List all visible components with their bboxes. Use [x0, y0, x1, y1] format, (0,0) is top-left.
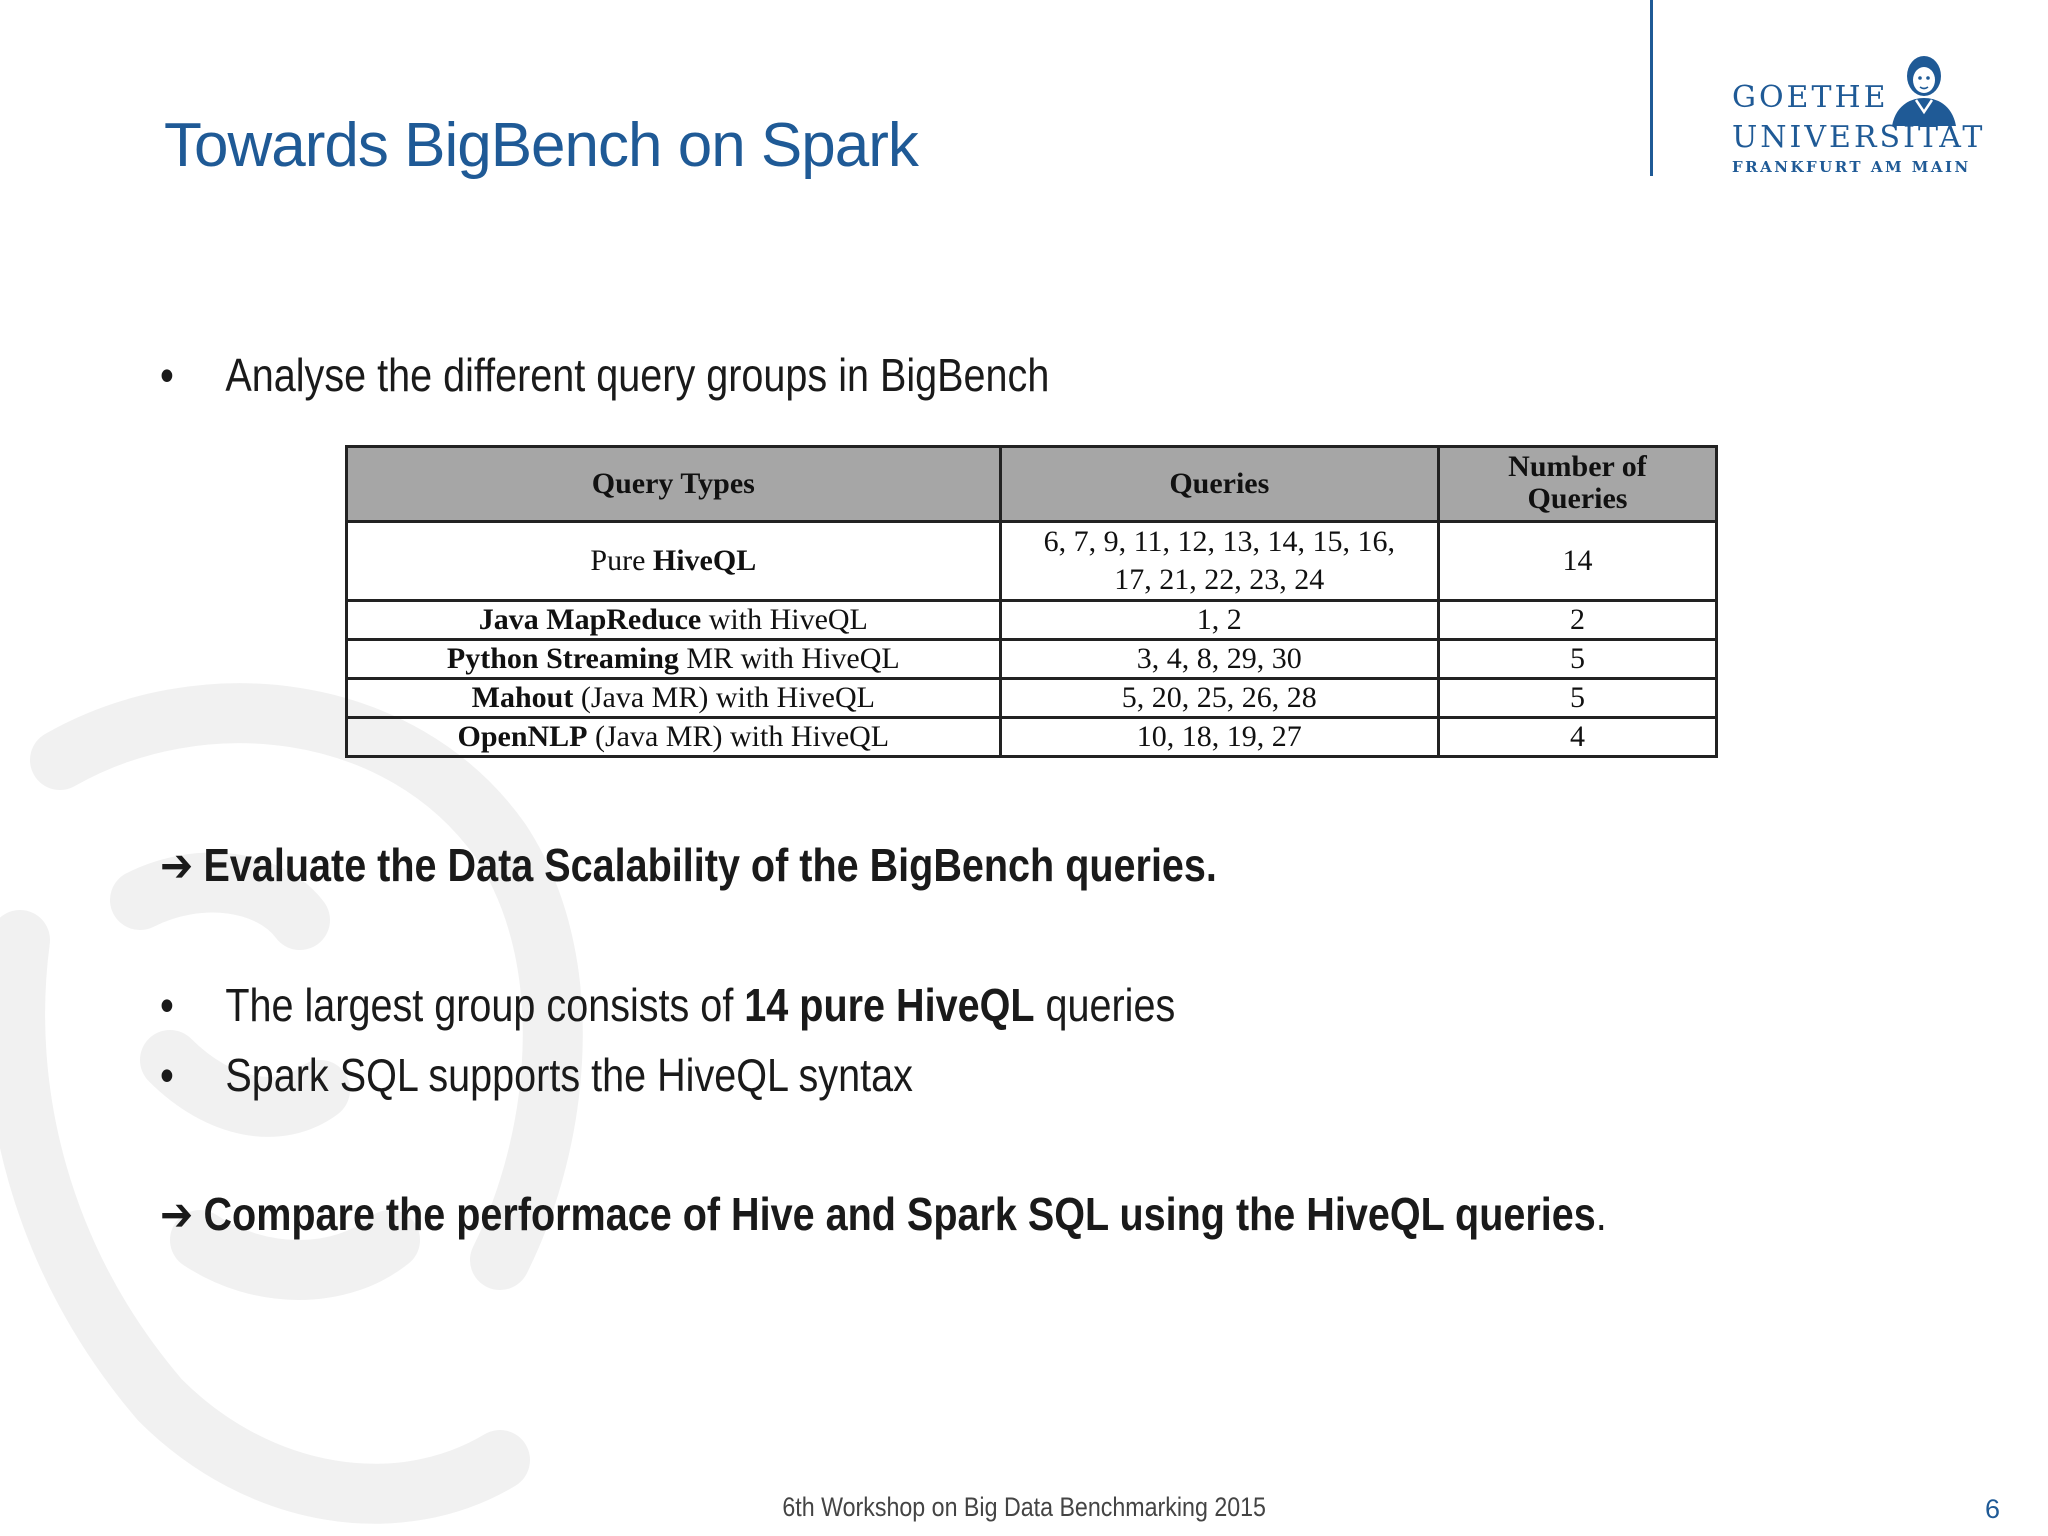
count-cell: 5 — [1438, 640, 1716, 679]
table-row — [347, 640, 1717, 679]
goethe-portrait-icon — [1886, 50, 1962, 126]
bullet-text-pre: The largest group consists of — [225, 979, 745, 1031]
bullet-analyse — [160, 348, 1049, 402]
count-cell: 14 — [1438, 522, 1716, 601]
footer — [0, 1492, 2048, 1523]
query-type-bold: Python Streaming — [446, 642, 679, 675]
query-type-cell — [347, 679, 1001, 718]
query-type-rest: (Java MR) with HiveQL — [573, 681, 875, 714]
page-title: Towards BigBench on Spark — [164, 111, 918, 180]
queries-cell: 1, 2 — [1000, 601, 1438, 640]
query-type-cell — [347, 601, 1001, 640]
query-types-table — [345, 445, 1718, 758]
queries-cell: 5, 20, 25, 26, 28 — [1000, 679, 1438, 718]
bullet-glyph: • — [160, 979, 174, 1031]
header-queries: Queries — [1000, 447, 1438, 522]
table-header-row — [347, 447, 1717, 522]
header-number-of-queries — [1438, 447, 1716, 522]
bullet-text-post: queries — [1034, 979, 1176, 1031]
bullet-text-bold: 14 pure HiveQL — [744, 979, 1035, 1031]
query-type-rest: MR with HiveQL — [678, 642, 900, 675]
query-type-bold: HiveQL — [652, 544, 757, 577]
page-number: 6 — [1985, 1494, 2001, 1524]
conclusion-text: Compare the performace of Hive and Spark SQL using the HiveQL queries — [203, 1188, 1596, 1240]
conclusion-compare — [160, 1187, 1607, 1241]
query-type-cell — [347, 640, 1001, 679]
conclusion-text: Evaluate the Data Scalability of the BigBench queries. — [203, 839, 1217, 891]
queries-cell: 3, 4, 8, 29, 30 — [1000, 640, 1438, 679]
query-type-bold: Java MapReduce — [478, 603, 702, 636]
header-query-types: Query Types — [347, 447, 1001, 522]
query-type-cell — [347, 522, 1001, 601]
count-cell: 4 — [1438, 718, 1716, 757]
arrow-right-icon: ➔ — [160, 839, 194, 891]
queries-text: 6, 7, 9, 11, 12, 13, 14, 15, 16, 17, 21, 22, 23, 24 — [1043, 525, 1395, 596]
bullet-text: Spark SQL supports the HiveQL syntax — [225, 1049, 913, 1101]
bullet-glyph: • — [160, 1049, 174, 1101]
queries-cell — [1000, 522, 1438, 601]
conclusion-period: . — [1595, 1188, 1607, 1240]
query-type-rest: (Java MR) with HiveQL — [587, 720, 890, 753]
university-logo — [1726, 50, 1986, 180]
logo-divider — [1650, 0, 1653, 176]
conclusion-scalability — [160, 838, 1217, 892]
count-cell: 5 — [1438, 679, 1716, 718]
bullet-spark-sql — [160, 1048, 913, 1102]
bullet-largest-group — [160, 978, 1175, 1032]
query-type-bold: Mahout — [471, 681, 574, 714]
query-type-prefix: Pure — [590, 544, 653, 577]
bullet-text: Analyse the different query groups in BigBench — [225, 349, 1050, 401]
table-row — [347, 679, 1717, 718]
count-cell: 2 — [1438, 601, 1716, 640]
footer-text: 6th Workshop on Big Data Benchmarking 2015 — [782, 1492, 1266, 1522]
header-number-of-queries-text: Number of Queries — [1508, 450, 1647, 515]
queries-cell: 10, 18, 19, 27 — [1000, 718, 1438, 757]
query-type-rest: with HiveQL — [701, 603, 868, 636]
query-type-bold: OpenNLP — [457, 720, 588, 753]
arrow-right-icon: ➔ — [160, 1188, 194, 1240]
logo-line-goethe: GOETHE — [1732, 80, 1889, 115]
query-type-cell — [347, 718, 1001, 757]
logo-line-universitat: UNIVERSITÄT — [1732, 120, 1986, 155]
table-row — [347, 601, 1717, 640]
table-row — [347, 522, 1717, 601]
logo-line-city: FRANKFURT AM MAIN — [1732, 158, 1971, 176]
bullet-glyph: • — [160, 349, 174, 401]
table-row — [347, 718, 1717, 757]
